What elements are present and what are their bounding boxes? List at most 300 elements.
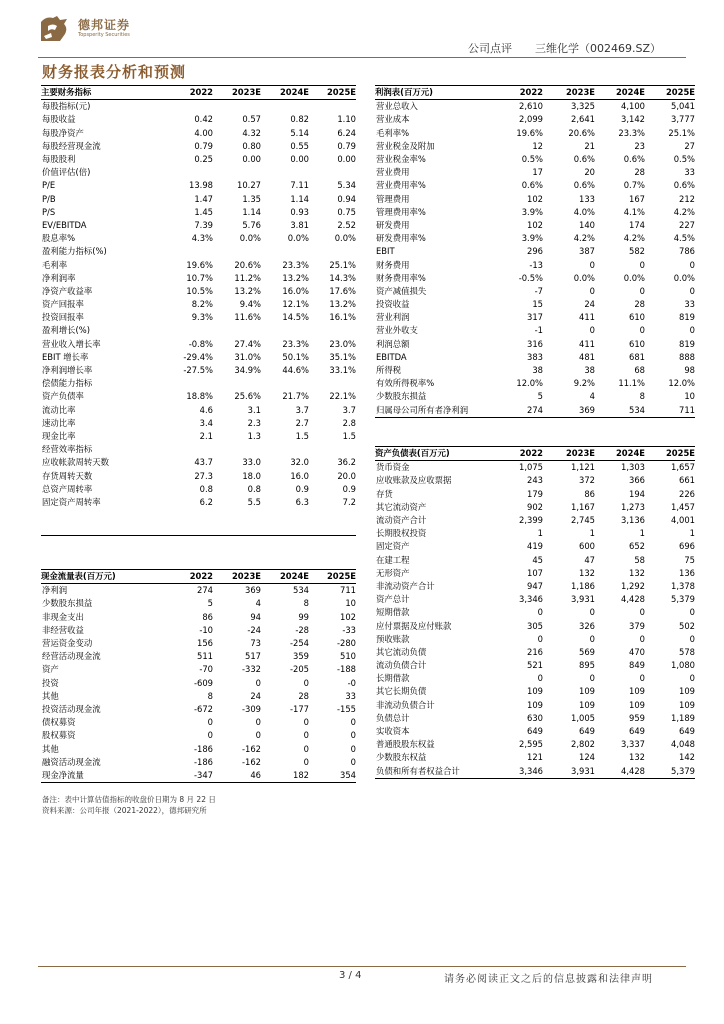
row-value: 1 [639,528,645,539]
row-value: 23.3% [282,259,309,270]
row-value: 0 [537,633,543,644]
table-row [375,166,695,179]
row-value: 0 [689,325,695,336]
row-value: 8 [303,598,309,609]
company-logo [38,14,188,46]
row-value: 895 [579,660,595,671]
table-row [41,338,356,351]
table-row [41,272,356,285]
table-row [375,619,695,632]
row-value: 0 [689,607,695,618]
main-financial-indicators-table [41,85,356,535]
row-label: 所得税 [376,365,402,376]
table-row [375,258,695,271]
row-value: 786 [679,246,695,257]
row-value: 0 [589,607,595,618]
table-row [41,311,356,324]
row-value: 2,745 [571,515,595,526]
row-label: 流动资产合计 [376,515,427,526]
row-value: 1,273 [621,501,645,512]
table-title: 现金流量表(百万元) [41,570,169,584]
row-value [261,509,309,522]
row-label: 固定资产周转率 [42,496,101,507]
row-label [41,509,169,522]
row-label: 利润总额 [376,338,410,349]
row-value [169,324,213,337]
row-value [169,509,213,522]
year-header: 2023E [213,570,261,584]
row-value: 296 [527,246,543,257]
year-header: 2024E [595,86,645,100]
row-value: 33 [684,167,695,178]
row-value [213,443,261,456]
row-value: 849 [629,660,645,671]
row-label: 在建工程 [376,554,410,565]
row-value: 610 [629,338,645,349]
row-value: 1,303 [621,462,645,473]
row-value: 47 [584,554,595,565]
row-value: 18.8% [186,391,213,402]
row-value: 3,136 [621,515,645,526]
table-row [375,127,695,140]
row-label: P/B [42,193,56,204]
row-label: 盈利能力指标(%) [42,246,107,257]
row-label: 营业利润 [376,312,410,323]
row-value: 109 [629,699,645,710]
year-header: 2024E [595,447,645,461]
row-value: -280 [336,638,356,649]
table-row [41,245,356,258]
row-value: -347 [193,769,213,780]
row-value: 600 [579,541,595,552]
row-value: 0.5% [521,154,543,165]
row-label: 营运资金变动 [42,638,93,649]
row-value: 33.1% [329,365,356,376]
row-label: 营业税金及附加 [376,140,435,151]
row-value: 1,075 [519,462,543,473]
row-value: 15 [532,299,543,310]
row-value: 1,378 [671,580,695,591]
row-value: 4.5% [673,233,695,244]
row-value: 819 [679,338,695,349]
year-header: 2025E [309,86,356,100]
row-value: 20 [584,167,595,178]
row-value: 5.76 [242,219,261,230]
row-value: 649 [579,726,595,737]
row-value: 28 [634,299,645,310]
row-value: 136 [679,567,695,578]
row-value: 4 [589,391,595,402]
row-value: 819 [679,312,695,323]
row-label: 盈利增长(%) [42,325,90,336]
row-value [309,245,356,258]
row-value: 5,041 [671,101,695,112]
table-notes [42,794,216,816]
row-value [169,100,213,114]
row-label: 长期借款 [376,673,410,684]
row-label: 现金净流量 [42,769,84,780]
table-row [375,179,695,192]
row-value: -28 [295,624,309,635]
row-value [309,443,356,456]
row-value: 510 [340,651,356,662]
row-value: 3,931 [571,594,595,605]
row-value: 0.5% [673,154,695,165]
table-row [41,351,356,364]
row-value: 14.3% [329,272,356,283]
row-value: 20.6% [234,259,261,270]
row-value: 1.3 [247,430,261,441]
row-value: 10 [345,598,356,609]
row-value [169,166,213,179]
row-label: 少数股东权益 [376,752,427,763]
row-value: 4,048 [671,739,695,750]
row-value: 107 [527,567,543,578]
row-value: 2,802 [571,739,595,750]
table-row [41,258,356,271]
row-label: 营业费用 [376,167,410,178]
row-value: 0.82 [290,114,309,125]
table-row [375,377,695,390]
table-row [41,232,356,245]
row-value: 4.00 [194,127,213,138]
row-value: 58 [634,554,645,565]
row-value: -1 [534,325,543,336]
row-label: 资产减值损失 [376,285,427,296]
row-label: 研发费用率% [376,233,426,244]
table-bottom-rule [375,778,695,779]
income-statement-table [375,85,695,417]
year-header: 2022 [501,447,543,461]
row-value: 5.14 [290,127,309,138]
row-value: 2,610 [519,101,543,112]
row-value: -188 [336,664,356,675]
row-label: 长期股权投资 [376,528,427,539]
row-value: 38 [532,365,543,376]
row-value [309,509,356,522]
row-value: 0.8 [247,483,261,494]
row-value: 3.4 [199,417,213,428]
row-value: 5.34 [337,180,356,191]
row-value: 0.00 [337,154,356,165]
row-value: 17.6% [329,285,356,296]
row-value: 0 [589,633,595,644]
row-value: 387 [579,246,595,257]
table-row [41,756,356,769]
row-value: 12.1% [282,299,309,310]
table-row [41,496,356,509]
table-row [375,153,695,166]
row-value: -33 [342,624,356,635]
row-label: 每股收益 [42,114,76,125]
table-row [375,514,695,527]
row-value: -24 [247,624,261,635]
row-value: -155 [336,703,356,714]
row-value: 534 [629,404,645,415]
row-value: 2,399 [519,515,543,526]
table-row [41,597,356,610]
row-value: 2,641 [571,114,595,125]
row-value: 1,005 [571,712,595,723]
row-value: 22.1% [329,391,356,402]
row-value: 109 [527,699,543,710]
row-value: 11.1% [618,378,645,389]
row-value [169,522,213,535]
row-value: 0 [303,743,309,754]
row-value: 0.93 [290,206,309,217]
row-value: 711 [340,585,356,596]
year-header: 2023E [213,86,261,100]
row-value: 0 [589,285,595,296]
row-label: 应收账款及应收票据 [376,475,452,486]
row-value: 649 [629,726,645,737]
row-value: 0 [207,717,213,728]
row-value: 109 [579,686,595,697]
row-label: 无形资产 [376,567,410,578]
row-value: 1.35 [242,193,261,204]
table-row [375,140,695,153]
table-row [41,703,356,716]
row-value: 0 [303,677,309,688]
row-value: 4,428 [621,594,645,605]
row-value: 11.2% [234,272,261,283]
row-value: 0.0% [239,233,261,244]
row-value: 7.11 [290,180,309,191]
row-value: 7.39 [194,219,213,230]
row-label: 营业总收入 [376,101,418,112]
row-value: 354 [340,769,356,780]
row-value: 0 [255,730,261,741]
year-header: 2025E [645,86,695,100]
row-label: EBITDA [376,351,407,362]
table-row [375,272,695,285]
row-value: 411 [579,338,595,349]
row-value: 6.3 [295,496,309,507]
row-value: 23 [634,140,645,151]
balance-sheet-table [375,446,695,778]
row-value: 0.00 [242,154,261,165]
row-value: 24 [584,299,595,310]
row-value: 43.7 [194,457,213,468]
row-value: 16.0 [290,470,309,481]
row-value: 1.5 [295,430,309,441]
row-label: 投资活动现金流 [42,703,101,714]
row-label: 投资回报率 [42,312,84,323]
row-label: 债权募资 [42,717,76,728]
table-row [375,633,695,646]
row-value: 6.24 [337,127,356,138]
cash-flow-table [41,569,356,782]
row-label: 货币资金 [376,462,410,473]
row-label: 存货周转天数 [42,470,93,481]
row-value: 167 [629,193,645,204]
row-value: 12.0% [668,378,695,389]
row-value: 3,777 [671,114,695,125]
row-value: 45 [532,554,543,565]
row-value: -672 [193,703,213,714]
row-label: 少数股东损益 [42,598,93,609]
row-value: 0 [303,730,309,741]
row-label: 财务费用 [376,259,410,270]
row-value: 75 [684,554,695,565]
row-value: 25.1% [668,127,695,138]
row-value: 2,595 [519,739,543,750]
row-value: 902 [527,501,543,512]
row-value: 0 [639,259,645,270]
row-value: 959 [629,712,645,723]
row-value: 132 [629,567,645,578]
row-value: 19.6% [516,127,543,138]
section-title: 财务报表分析和预测 [42,63,187,81]
row-value: 32.0 [290,457,309,468]
year-header: 2023E [543,447,595,461]
year-header: 2025E [309,570,356,584]
year-header: 2023E [543,86,595,100]
row-value: 17 [532,167,543,178]
row-value: 227 [679,219,695,230]
row-value [261,166,309,179]
table-header-row [41,570,356,584]
table-row [41,100,356,114]
table-row [375,593,695,606]
row-value: 16.0% [282,285,309,296]
table-row [41,742,356,755]
row-value: 1,186 [571,580,595,591]
row-label: 每股经营现金流 [42,140,101,151]
row-value: 5.5 [247,496,261,507]
row-value: 0 [350,756,356,767]
footer-disclaimer: 请务必阅读正文之后的信息披露和法律声明 [444,974,653,985]
row-value: 9.3% [191,312,213,323]
table-row [375,461,695,475]
row-value: 2.7 [295,417,309,428]
row-label: 净利润增长率 [42,365,93,376]
table-row [375,390,695,403]
row-value: 121 [527,752,543,763]
row-label: 资产回报率 [42,299,84,310]
table-bottom-rule [41,535,356,536]
row-value: -13 [529,259,543,270]
row-value: 3,346 [519,765,543,776]
row-value: 4.32 [242,127,261,138]
row-value: 0.6% [623,154,645,165]
row-value: 1,457 [671,501,695,512]
row-value: 1.14 [290,193,309,204]
row-value: 0.7% [623,180,645,191]
footer-divider [38,966,686,967]
row-label: 营业税金率% [376,154,426,165]
row-value: 9.4% [239,299,261,310]
row-value: 25.1% [329,259,356,270]
row-value: 317 [527,312,543,323]
row-value: 13.2% [282,272,309,283]
row-label: 实收资本 [376,726,410,737]
row-value: 0 [639,633,645,644]
row-value: 3.7 [342,404,356,415]
row-value: 4.3% [191,233,213,244]
row-value: -70 [199,664,213,675]
row-value: 20.6% [568,127,595,138]
row-value: 226 [679,488,695,499]
table-row [375,206,695,219]
row-value: 13.2% [234,285,261,296]
row-value: 102 [527,193,543,204]
row-value: -609 [193,677,213,688]
row-value: -29.4% [183,351,213,362]
row-value: 8 [207,690,213,701]
row-value: 521 [527,660,543,671]
row-value: 14.5% [282,312,309,323]
row-value: 0 [639,325,645,336]
row-value [213,377,261,390]
row-value: 73 [250,638,261,649]
row-value: 569 [579,646,595,657]
table-row [375,685,695,698]
table-row [41,611,356,624]
row-value: 0.79 [337,140,356,151]
table-row [375,554,695,567]
row-value [213,100,261,114]
row-label: 非流动资产合计 [376,580,435,591]
row-value: 1,657 [671,462,695,473]
row-value: 132 [579,567,595,578]
report-title: 三维化学（002469.SZ） [535,42,662,55]
row-value [213,522,261,535]
row-label: 毛利率% [376,127,410,138]
table-row [41,509,356,522]
row-value: 50.1% [282,351,309,362]
row-value: 194 [629,488,645,499]
table-row [41,127,356,140]
row-value: 0.80 [242,140,261,151]
row-value: 156 [197,638,213,649]
table-row [41,729,356,742]
row-value: 0.79 [194,140,213,151]
row-value: 109 [679,686,695,697]
row-value: 0 [639,285,645,296]
row-value: 4,100 [621,101,645,112]
row-value: 0.75 [337,206,356,217]
table-row [375,474,695,487]
row-value: 0 [537,607,543,618]
row-value: 316 [527,338,543,349]
table-row [41,716,356,729]
row-value: 21 [584,140,595,151]
row-label: 应收帐款周转天数 [42,457,109,468]
row-label: 预收账款 [376,633,410,644]
row-value: 243 [527,475,543,486]
report-type: 公司点评 [468,42,512,55]
row-value: 481 [579,351,595,362]
table-row [41,298,356,311]
table-row [375,232,695,245]
row-value [213,324,261,337]
row-value: 109 [679,699,695,710]
row-value: 13.2% [329,299,356,310]
row-value: 0.9 [295,483,309,494]
row-value: 33 [684,299,695,310]
table-row [41,285,356,298]
row-label: 财务费用率% [376,272,426,283]
row-value: 21.7% [282,391,309,402]
row-value: 34.9% [234,365,261,376]
row-label: 非现金支出 [42,611,84,622]
table-row [41,219,356,232]
row-label: EBIT [376,246,395,257]
header-divider [38,57,686,58]
row-label: 总资产周转率 [42,483,93,494]
row-value: 142 [679,752,695,763]
